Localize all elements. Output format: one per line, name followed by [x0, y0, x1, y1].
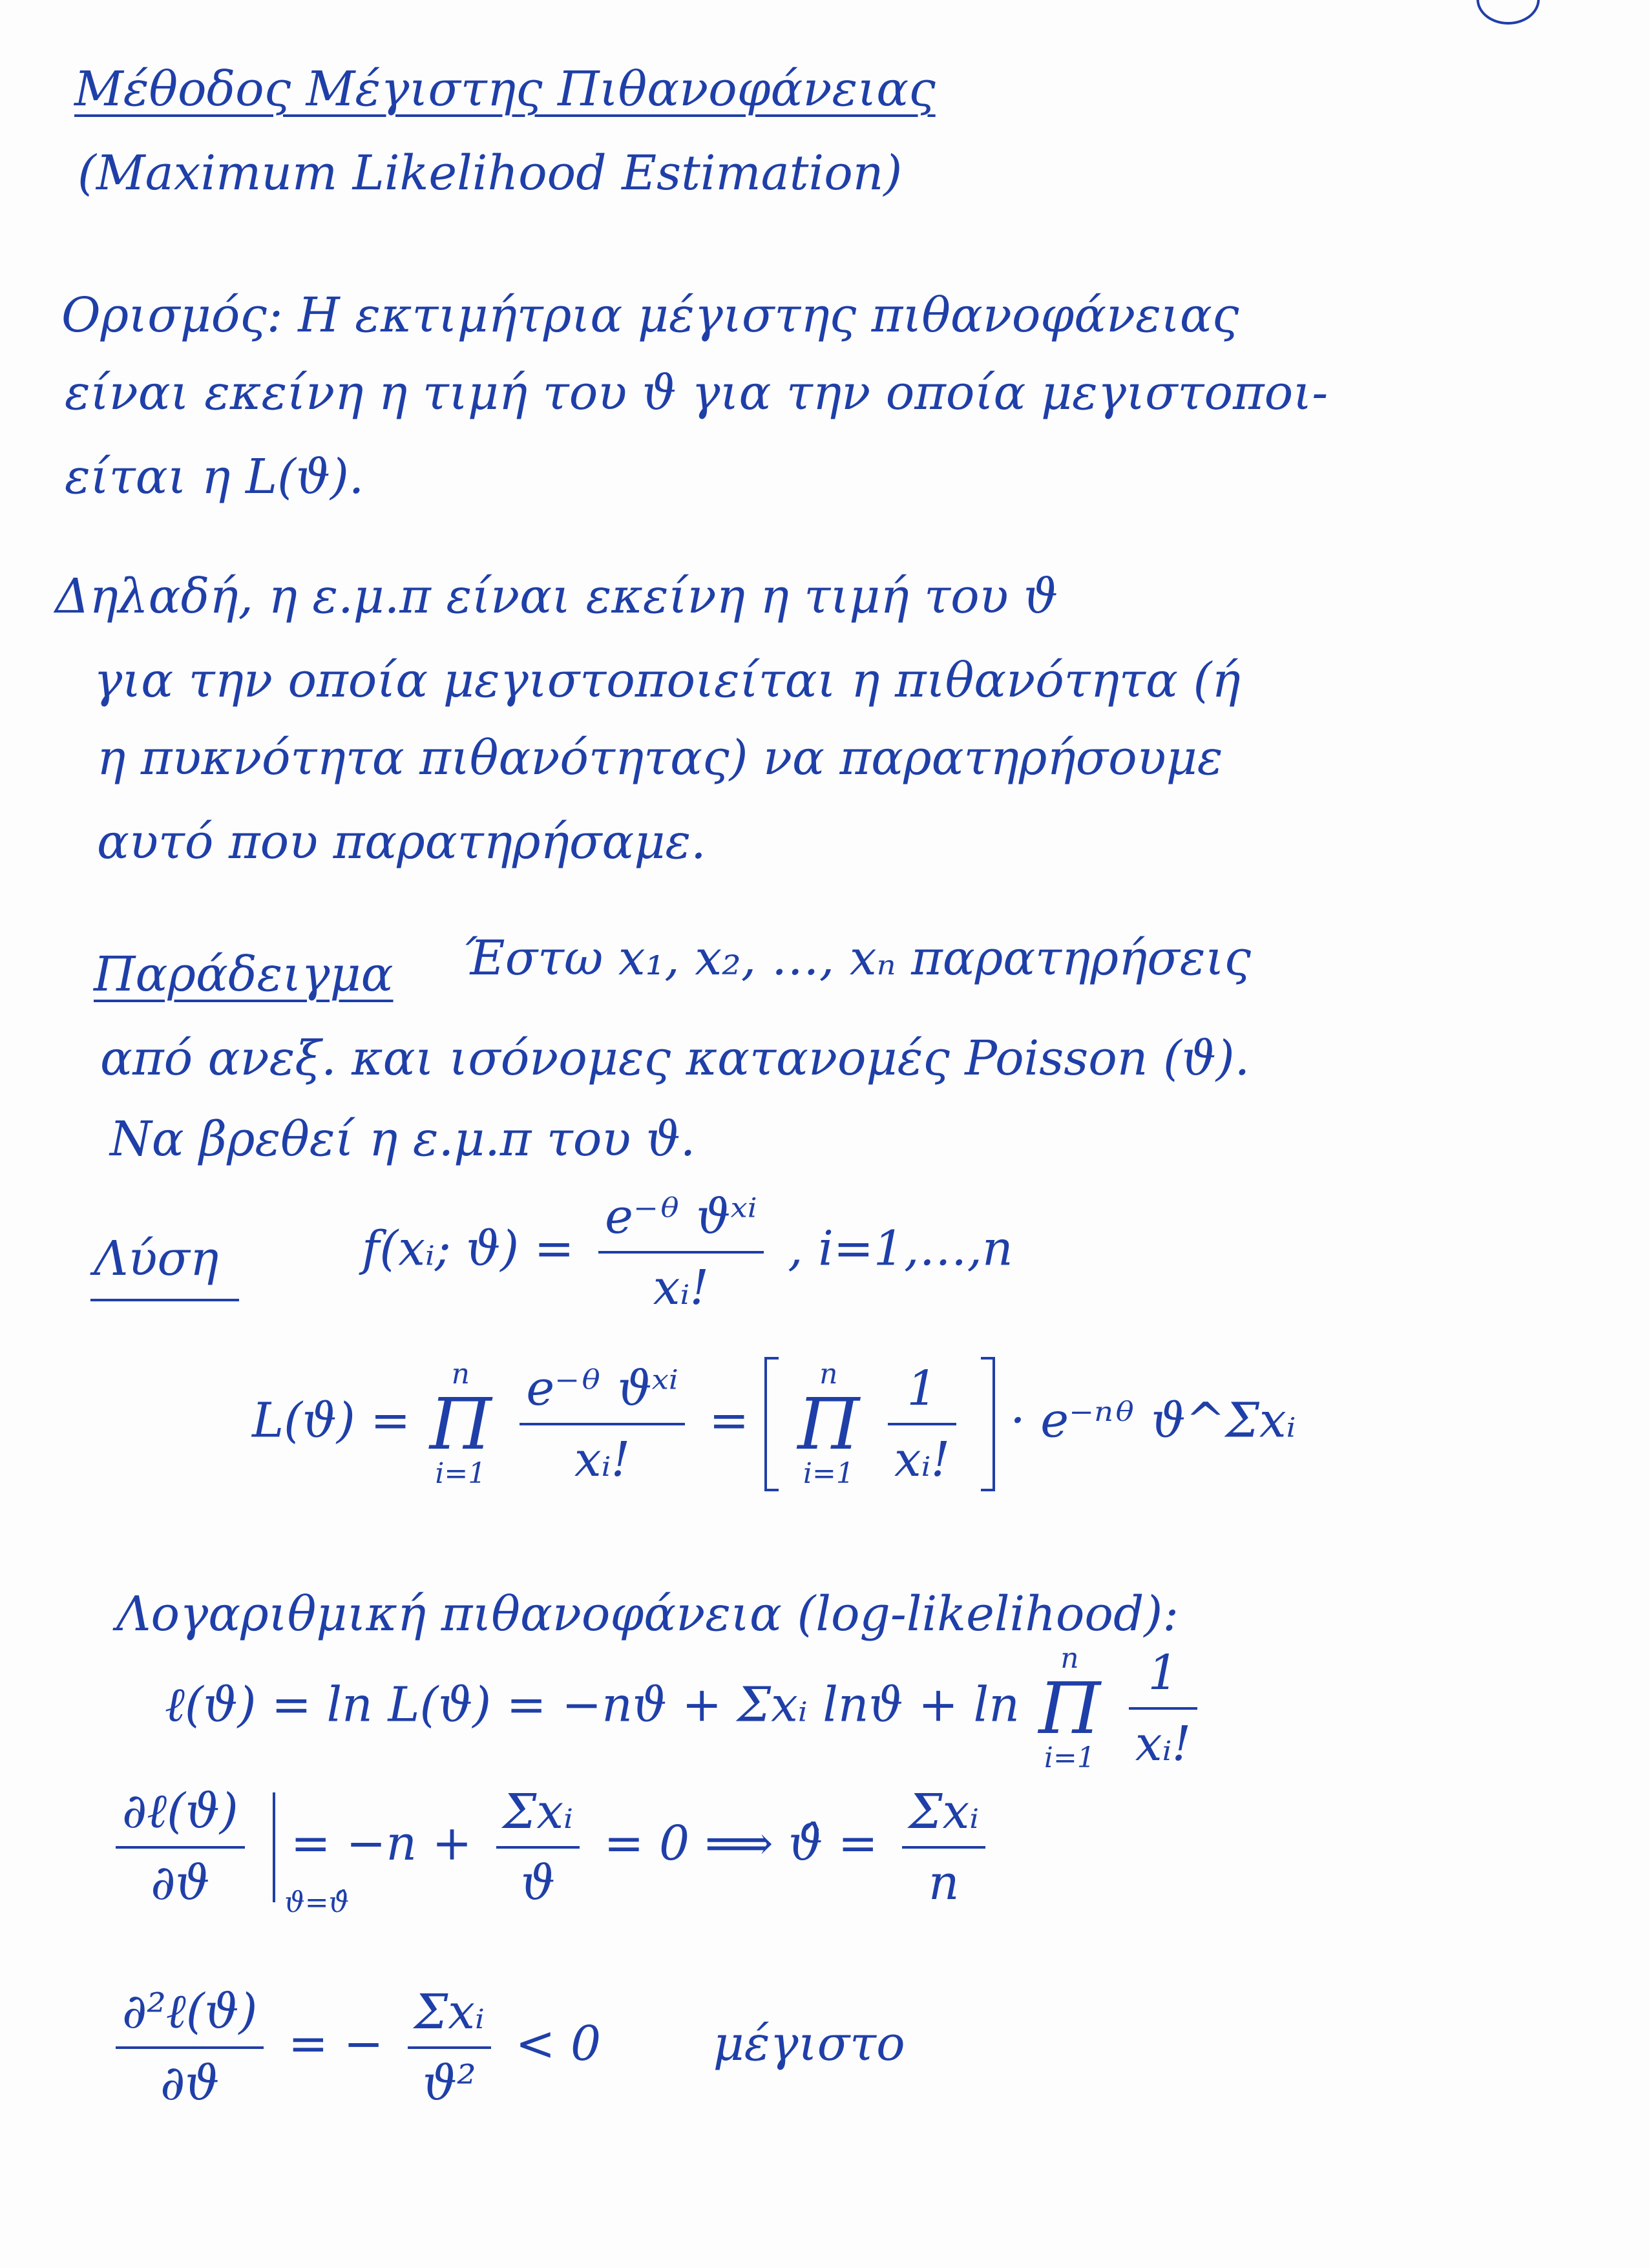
first-derivative-numerator: ∂ℓ(ϑ) — [122, 1783, 238, 1839]
second-derivative-rhs2: < 0 — [515, 2015, 602, 2072]
pmf-denominator: xᵢ! — [653, 1260, 709, 1316]
loglik-equation — [165, 1644, 1206, 1772]
title-greek: Μέθοδος Μέγιστης Πιθανοφάνειας — [74, 61, 936, 117]
first-derivative-equation — [107, 1783, 994, 1919]
score-numerator: Σxᵢ — [503, 1783, 573, 1840]
first-derivative-rhs1: = −n + — [290, 1815, 472, 1871]
pmf-range: , i=1,…,n — [788, 1221, 1013, 1277]
evaluation-bar — [273, 1792, 350, 1919]
product-operator — [430, 1360, 492, 1488]
explanation-line-3: η πυκνότητα πιθανότητας) να παρατηρήσουμε — [97, 730, 1223, 786]
product-symbol: Π — [429, 1383, 492, 1465]
explanation-line-1: Δηλαδή, η ε.μ.π είναι εκείνη η τιμή του ϑ — [55, 569, 1058, 624]
pmf-equation — [362, 1189, 1013, 1316]
title-english: (Maximum Likelihood Estimation) — [78, 145, 903, 201]
pmf-fraction — [598, 1189, 763, 1316]
page-number-circle — [1476, 0, 1540, 25]
right-bracket — [981, 1357, 995, 1491]
loglik-product-lower: i=1 — [1044, 1741, 1095, 1774]
score-denominator: ϑ — [521, 1854, 555, 1911]
second-derivative-rhs1: = − — [288, 2015, 384, 2072]
likelihood-denominator: xᵢ! — [574, 1432, 631, 1487]
curvature-numerator: Σxᵢ — [414, 1984, 485, 2040]
first-derivative-denominator: ∂ϑ — [151, 1855, 210, 1911]
loglik-product — [1038, 1644, 1100, 1772]
left-bracket — [764, 1357, 779, 1491]
explanation-line-2: για την οποία μεγιστοποιείται η πιθανότητα (ή — [94, 653, 1241, 708]
product-upper: n — [451, 1358, 470, 1391]
second-derivative-numerator: ∂²ℓ(ϑ) — [122, 1984, 258, 2039]
curvature-fraction — [408, 1984, 491, 2111]
score-fraction — [496, 1784, 580, 1911]
first-derivative-rhs2: = 0 ⟹ ϑ̂ = — [604, 1815, 878, 1871]
likelihood-rhs: · e⁻ⁿᶿ ϑ^Σxᵢ — [1010, 1392, 1296, 1449]
bracket-fraction — [888, 1361, 956, 1487]
product-lower: i=1 — [435, 1457, 487, 1490]
definition-line-2: είναι εκείνη η τιμή του ϑ για την οποία μεγιστοποι- — [65, 365, 1329, 421]
bracket-product-symbol: Π — [797, 1383, 860, 1465]
bracket-product — [797, 1360, 859, 1488]
loglik-fraction — [1129, 1645, 1197, 1772]
pmf-lhs: f(xᵢ; ϑ) = — [362, 1221, 574, 1277]
explanation-line-4: αυτό που παρατηρήσαμε. — [97, 814, 706, 870]
loglik-heading: Λογαριθμική πιθανοφάνεια (log-likelihood): — [116, 1586, 1179, 1642]
first-derivative-fraction — [116, 1783, 245, 1911]
loglik-product-symbol: Π — [1038, 1667, 1101, 1750]
likelihood-fraction — [520, 1361, 684, 1487]
example-line-3: Να βρεθεί η ε.μ.π του ϑ. — [110, 1111, 696, 1167]
example-line-1: Έστω x₁, x₂, …, xₙ παρατηρήσεις — [462, 930, 1251, 986]
definition-line-1: Ορισμός: Η εκτιμήτρια μέγιστης πιθανοφάνειας — [61, 288, 1239, 343]
solution-underline — [90, 1299, 239, 1301]
second-derivative-fraction — [116, 1984, 264, 2111]
likelihood-equation — [252, 1357, 1296, 1491]
mle-numerator: Σxᵢ — [909, 1783, 980, 1840]
likelihood-numerator: e⁻ᶿ ϑˣⁱ — [526, 1361, 678, 1416]
example-label: Παράδειγμα — [94, 947, 394, 1002]
bracket-denominator: xᵢ! — [894, 1432, 951, 1487]
bracket-product-upper: n — [819, 1358, 838, 1391]
second-derivative-equation — [107, 1984, 905, 2111]
loglik-numerator: 1 — [1148, 1645, 1179, 1701]
loglik-expression: ℓ(ϑ) = ln L(ϑ) = −nϑ + Σxᵢ lnϑ + ln — [165, 1677, 1020, 1733]
mle-fraction — [902, 1784, 985, 1911]
solution-label: Λύση — [94, 1231, 219, 1286]
likelihood-equals: = — [709, 1392, 750, 1449]
likelihood-lhs: L(ϑ) = — [252, 1392, 411, 1449]
bracket-product-lower: i=1 — [803, 1457, 854, 1490]
pmf-numerator: e⁻ᶿ ϑˣⁱ — [605, 1189, 757, 1244]
loglik-denominator: xᵢ! — [1135, 1716, 1192, 1772]
maximum-note: μέγιστο — [713, 2015, 905, 2072]
bracket-numerator: 1 — [907, 1361, 938, 1416]
loglik-product-upper: n — [1060, 1642, 1079, 1675]
second-derivative-denominator: ∂ϑ — [160, 2055, 220, 2111]
evaluation-point: ϑ=ϑ̂ — [284, 1885, 350, 1919]
mle-denominator: n — [928, 1854, 960, 1911]
definition-line-3: είται η L(ϑ). — [65, 449, 364, 505]
example-line-2: από ανεξ. και ισόνομες κατανομές Poisson (ϑ). — [100, 1031, 1250, 1086]
curvature-denominator: ϑ² — [423, 2055, 476, 2111]
